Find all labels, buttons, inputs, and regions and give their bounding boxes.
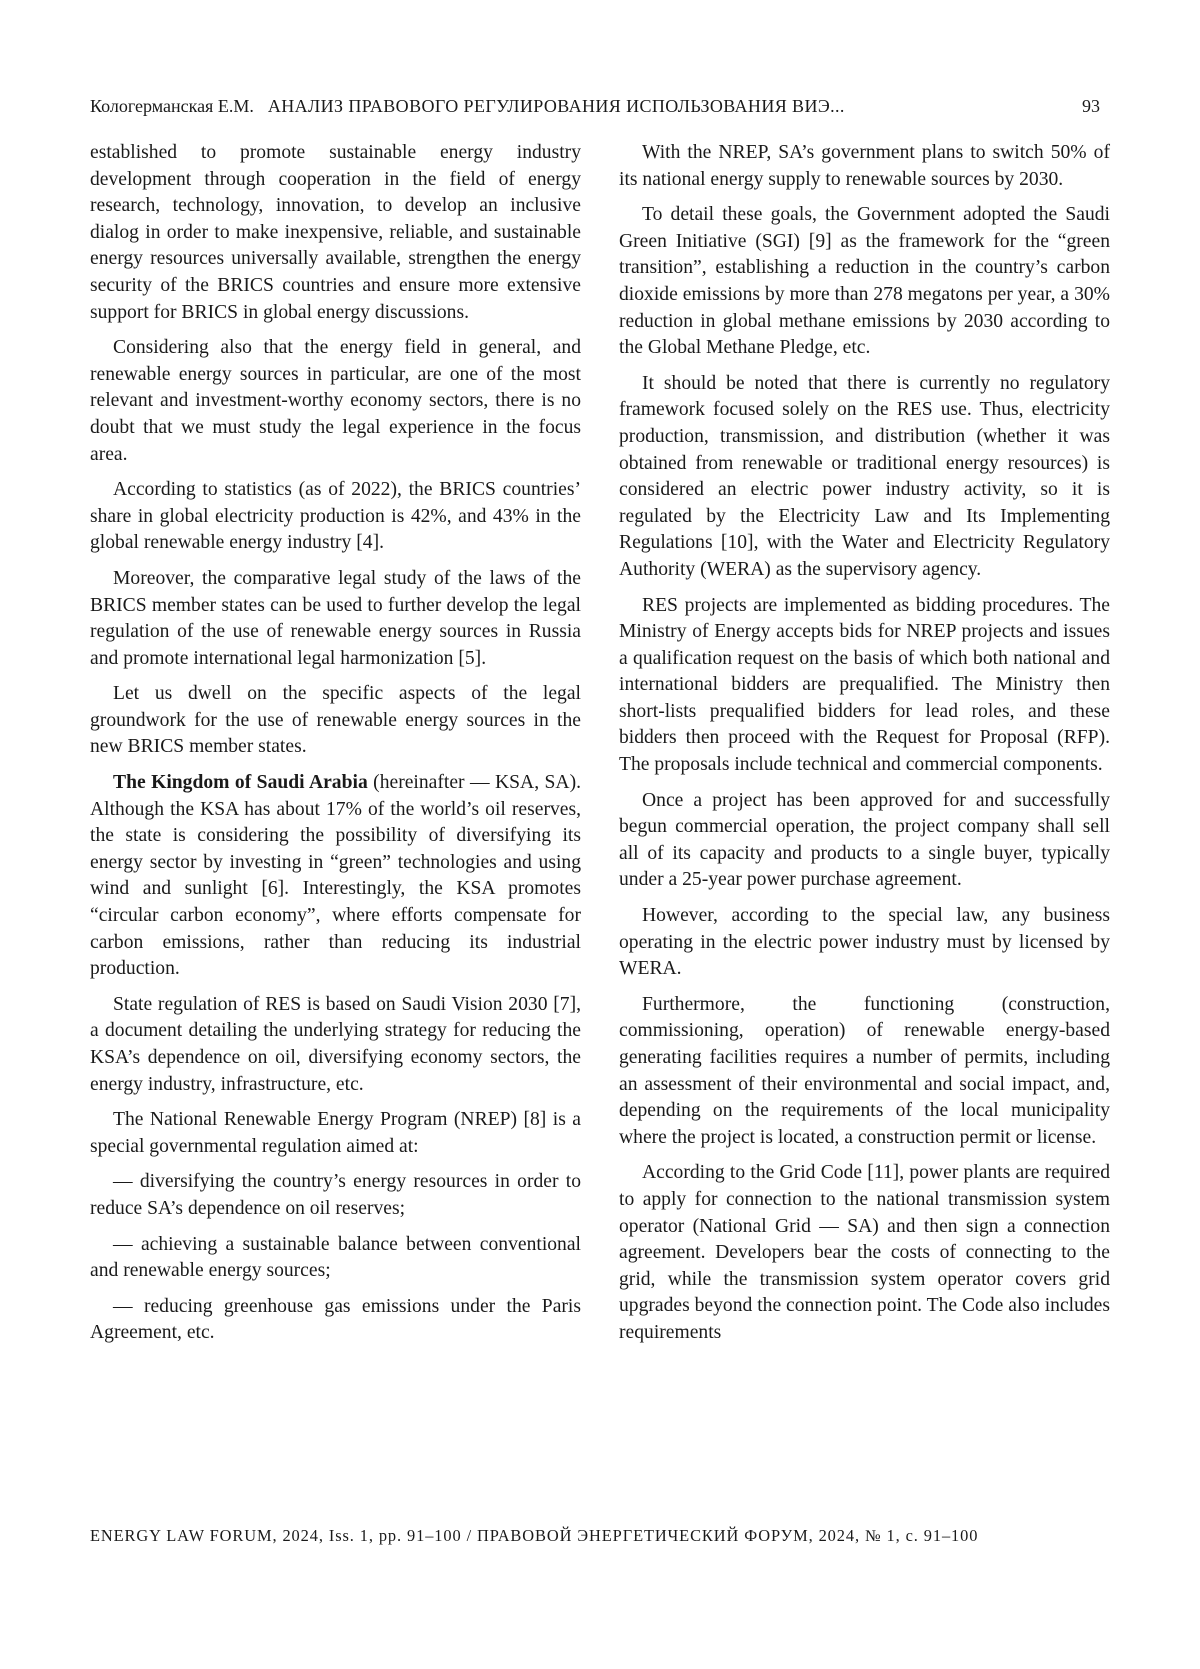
- paragraph-ksa: [90, 770, 581, 983]
- list-item: — achieving a sustainable balance between conventional and renewable energy sources;: [90, 1233, 581, 1282]
- running-header: [90, 96, 1100, 122]
- paragraph: To detail these goals, the Government adopted the Saudi Green Initiative (SGI) [9] as the framework for the “green transition”, establishing a reduction in the country’s carbon dioxide emissions by more than 278 megatons per year, a 30% reduction in global methane emissions by 2030 according to the Global Methane Pledge, etc.: [619, 204, 1110, 359]
- paragraph: It should be noted that there is currently no regulatory framework focused solely on the RES use. Thus, electricity production, transmission, and distribution (whether it was obtained from renewable or traditional energy resources) is considered an electric power industry activity, so it is regulated by the Electricity Law and Its Implementing Regulations [10], with the Water and Electricity Regulatory Authority (WERA) as the supervisory agency.: [619, 372, 1110, 580]
- paragraph: Once a project has been approved for and successfully begun commercial operation, the project company shall sell all of its capacity and products to a single buyer, typically under a 25-year power purchase agreement.: [619, 789, 1110, 891]
- paragraph: According to statistics (as of 2022), the BRICS countries’ share in global electricity production is 42%, and 43% in the global renewable energy industry [4].: [90, 479, 581, 554]
- list-item: — reducing greenhouse gas emissions under the Paris Agreement, etc.: [90, 1295, 581, 1344]
- paragraph: established to promote sustainable energy industry development through cooperation in the field of energy research, technology, innovation, to develop an inclusive dialog in order to make inexpensive, reliable, and sustainable energy resources universally available, strengthen the energy security of the BRICS countries and ensure more extensive support for BRICS in global energy discussions.: [90, 142, 581, 323]
- paragraph: State regulation of RES is based on Saudi Vision 2030 [7], a document detailing the underlying strategy for reducing the KSA’s dependence on oil, diversifying economy sectors, the energy industry, infrastructure, etc.: [90, 993, 581, 1095]
- paragraph: Considering also that the energy field in general, and renewable energy sources in particular, are one of the most relevant and investment-worthy economy sectors, there is no doubt that we must study the legal experience in the focus area.: [90, 337, 581, 465]
- paragraph: RES projects are implemented as bidding procedures. The Ministry of Energy accepts bids for NREP projects and issues a qualification request on the basis of which both national and international bidders are prequalified. The Ministry then short-lists prequalified bidders for lead roles, and these bidders then proceed with the Request for Proposal (RFP). The proposals include technical and commercial components.: [619, 594, 1110, 776]
- page-number: 93: [1082, 96, 1100, 116]
- paragraph: Furthermore, the functioning (construction, commissioning, operation) of renewable energy-based generating facilities requires a number of permits, including an assessment of their environmental and social impact, and, depending on the requirements of the local municipality where the project is located, a construction permit or license.: [619, 993, 1110, 1148]
- header-title: АНАЛИЗ ПРАВОВОГО РЕГУЛИРОВАНИЯ ИСПОЛЬЗОВАНИЯ ВИЭ...: [267, 96, 845, 116]
- paragraph: According to the Grid Code [11], power plants are required to apply for connection to the national transmission system operator (National Grid — SA) and then sign a connection agreement. Developers bear the costs of connecting to the grid, while the transmission system operator covers grid upgrades beyond the connection point. The Code also includes requirements: [619, 1162, 1111, 1343]
- article-body: [90, 140, 1110, 1356]
- right-column: [619, 140, 1110, 1356]
- section-heading-ksa: The Kingdom of Saudi Arabia: [113, 772, 368, 794]
- paragraph: However, according to the special law, any business operating in the electric power industry must by licensed by WERA.: [619, 905, 1110, 980]
- header-author: Кологерманская Е.М.: [90, 96, 254, 116]
- paragraph-text: (hereinafter — KSA, SA). Although the KSA has about 17% of the world’s oil reserves, the state is considering the possibility of diversifying its energy sector by investing in “green” technologies and using wind and sunlight [6]. Interestingly, the KSA promotes “circular carbon economy”, where efforts compensate for carbon emissions, rather than reducing its industrial production.: [90, 772, 582, 980]
- left-column: [90, 140, 581, 1356]
- journal-footer: ENERGY LAW FORUM, 2024, Iss. 1, pp. 91–100 / ПРАВОВОЙ ЭНЕРГЕТИЧЕСКИЙ ФОРУМ, 2024, № 1, с. 91–100: [90, 1526, 979, 1545]
- paragraph: Moreover, the comparative legal study of the laws of the BRICS member states can be used to further develop the legal regulation of the use of renewable energy sources in Russia and promote international legal harmonization [5].: [90, 567, 581, 669]
- paragraph: With the NREP, SA’s government plans to switch 50% of its national energy supply to renewable sources by 2030.: [619, 142, 1110, 190]
- paragraph: The National Renewable Energy Program (NREP) [8] is a special governmental regulation aimed at:: [90, 1109, 581, 1157]
- paragraph: Let us dwell on the specific aspects of the legal groundwork for the use of renewable energy sources in the new BRICS member states.: [90, 683, 581, 758]
- list-item: — diversifying the country’s energy resources in order to reduce SA’s dependence on oil reserves;: [90, 1171, 581, 1219]
